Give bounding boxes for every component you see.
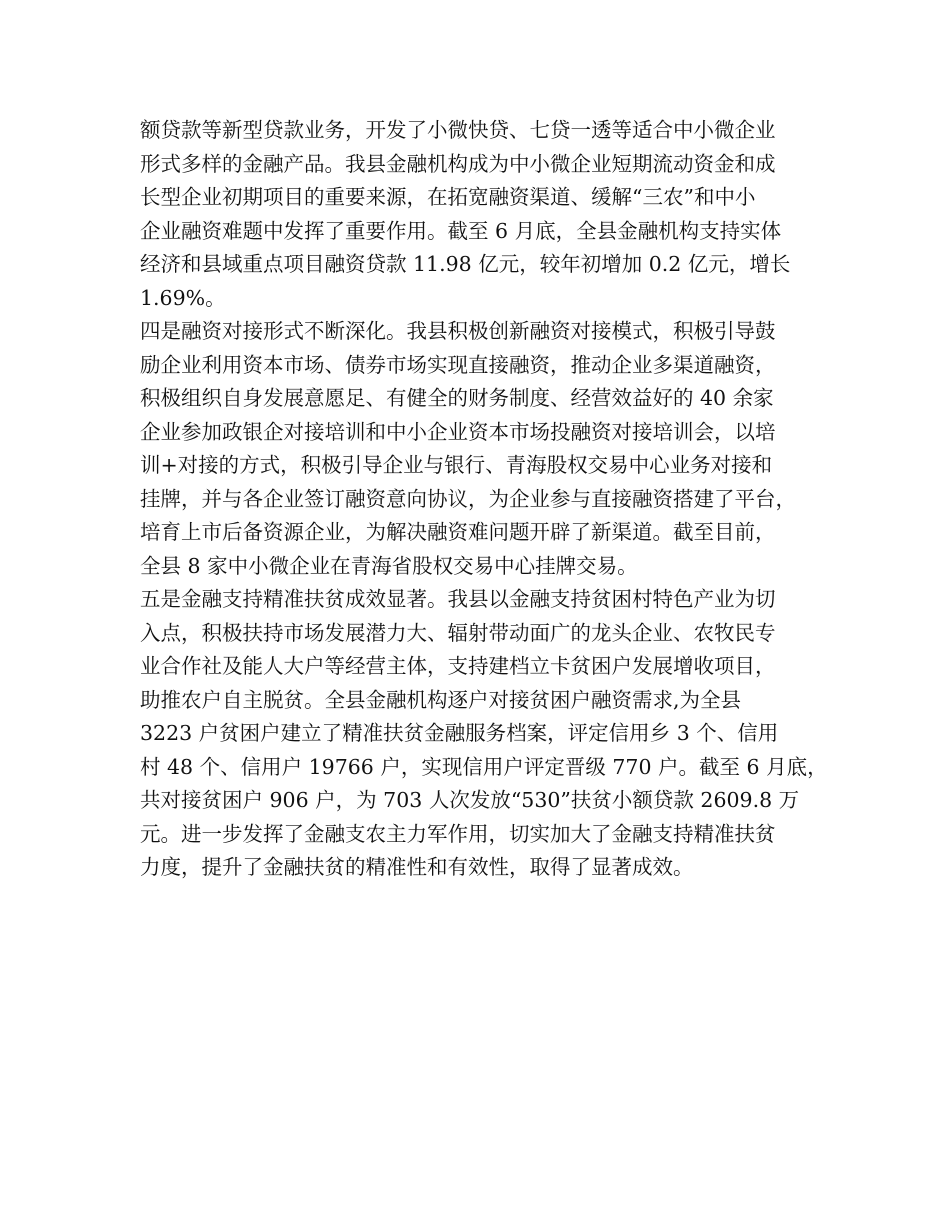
- text-line: 额贷款等新型贷款业务，开发了小微快贷、七贷一透等适合中小微企业: [140, 118, 776, 142]
- text-line: 元。进一步发挥了金融支农主力军作用，切实加大了金融支持精准扶贫: [140, 821, 776, 846]
- text-line: 挂牌，并与各企业签订融资意向协议，为企业参与直接融资搭建了平台，: [140, 486, 796, 511]
- text-line: 1.69%。: [140, 285, 226, 310]
- text-line: 助推农户自主脱贫。全县金融机构逐户对接贫困户融资需求,为全县: [140, 687, 742, 712]
- paragraph-financing-docking: [140, 315, 830, 583]
- text-line: 村 48 个、信用户 19766 户，实现信用户评定晋级 770 户。截至 6 月底，: [140, 754, 828, 779]
- text-line: 共对接贫困户 906 户，为 703 人次发放“530”扶贫小额贷款 2609.8 万: [140, 788, 800, 812]
- text-line: 入点，积极扶持市场发展潜力大、辐射带动面广的龙头企业、农牧民专: [140, 620, 776, 645]
- text-line: 励企业利用资本市场、债券市场实现直接融资，推动企业多渠道融资，: [140, 352, 776, 377]
- text-line: 力度，提升了金融扶贫的精准性和有效性，取得了显著成效。: [140, 855, 694, 879]
- text-line: 企业参加政银企对接培训和中小企业资本市场投融资对接培训会，以培: [140, 419, 776, 444]
- text-line: 四是融资对接形式不断深化。我县积极创新融资对接模式，积极引导鼓: [140, 319, 776, 343]
- text-line: 培育上市后备资源企业，为解决融资难问题开辟了新渠道。截至目前，: [140, 520, 776, 544]
- text-line: 业合作社及能人大户等经营主体，支持建档立卡贫困户发展增收项目，: [140, 654, 776, 678]
- text-line: 长型企业初期项目的重要来源，在拓宽融资渠道、缓解“三农”和中小: [140, 185, 756, 209]
- text-line: 3223 户贫困户建立了精准扶贫金融服务档案，评定信用乡 3 个、信用: [140, 721, 779, 745]
- paragraph-poverty-alleviation: [140, 583, 830, 885]
- text-line: 经济和县域重点项目融资贷款 11.98 亿元，较年初增加 0.2 亿元，增长: [140, 252, 791, 276]
- text-line: 企业融资难题中发挥了重要作用。截至 6 月底，全县金融机构支持实体: [140, 218, 782, 243]
- text-line: 五是金融支持精准扶贫成效显著。我县以金融支持贫困村特色产业为切: [140, 587, 776, 611]
- paragraph-financial-products: [140, 114, 830, 315]
- text-line: 训+对接的方式，积极引导企业与银行、青海股权交易中心业务对接和: [140, 453, 773, 477]
- text-line: 形式多样的金融产品。我县金融机构成为中小微企业短期流动资金和成: [140, 151, 776, 176]
- text-line: 全县 8 家中小微企业在青海省股权交易中心挂牌交易。: [140, 553, 638, 578]
- text-line: 积极组织自身发展意愿足、有健全的财务制度、经营效益好的 40 余家: [140, 386, 774, 410]
- document-body: [140, 114, 830, 885]
